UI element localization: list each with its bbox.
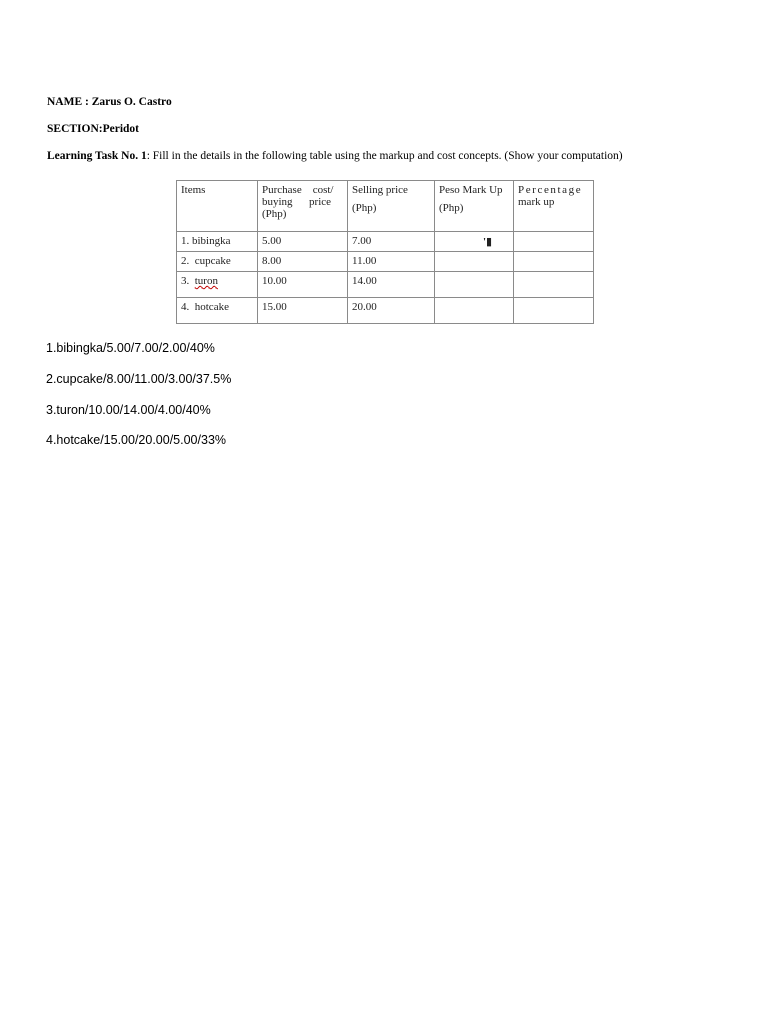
cell-pct bbox=[514, 232, 594, 252]
cell-selling: 20.00 bbox=[348, 298, 435, 324]
name-line bbox=[47, 96, 172, 108]
name-value: Zarus O. Castro bbox=[91, 96, 172, 108]
cell-peso bbox=[435, 252, 514, 272]
header-purchase bbox=[258, 181, 348, 232]
header-pct-line2: mark up bbox=[518, 196, 555, 208]
table-row bbox=[177, 252, 594, 272]
header-selling-line2: (Php) bbox=[352, 202, 377, 214]
cell-purchase: 15.00 bbox=[258, 298, 348, 324]
answer-line: 3.turon/10.00/14.00/4.00/40% bbox=[46, 403, 211, 417]
markup-table bbox=[176, 180, 594, 324]
cell-peso bbox=[435, 298, 514, 324]
table-row bbox=[177, 298, 594, 324]
cell-item bbox=[177, 272, 258, 298]
table-header-row bbox=[177, 181, 594, 232]
cell-selling: 14.00 bbox=[348, 272, 435, 298]
header-selling bbox=[348, 181, 435, 232]
cell-purchase: 10.00 bbox=[258, 272, 348, 298]
name-label: NAME : bbox=[47, 96, 92, 108]
task-instruction bbox=[47, 150, 623, 162]
cell-purchase: 8.00 bbox=[258, 252, 348, 272]
cell-pct bbox=[514, 298, 594, 324]
header-selling-line1: Selling price bbox=[352, 184, 408, 196]
answer-line: 4.hotcake/15.00/20.00/5.00/33% bbox=[46, 433, 227, 447]
table-row bbox=[177, 272, 594, 298]
cell-pct bbox=[514, 252, 594, 272]
task-label: Learning Task No. 1 bbox=[47, 150, 147, 162]
cell-item: 1. bibingka bbox=[177, 232, 258, 252]
header-purchase-line2: buying price bbox=[262, 196, 332, 208]
section-label: SECTION: bbox=[47, 123, 103, 135]
cell-item: 4. hotcake bbox=[177, 298, 258, 324]
cell-selling: 7.00 bbox=[348, 232, 435, 252]
cell-item-word: turon bbox=[194, 275, 218, 287]
header-purchase-line1: Purchase cost/ bbox=[262, 184, 334, 196]
cursor-mark: '▮ bbox=[483, 236, 493, 248]
header-pct-line1: Percentage bbox=[518, 184, 583, 196]
cell-item-prefix: 3. bbox=[181, 275, 195, 287]
cell-purchase: 5.00 bbox=[258, 232, 348, 252]
header-peso bbox=[435, 181, 514, 232]
header-items bbox=[177, 181, 258, 232]
cell-pct bbox=[514, 272, 594, 298]
cell-peso bbox=[435, 232, 514, 252]
section-line bbox=[47, 123, 139, 135]
task-text: : Fill in the details in the following table using the markup and cost concepts. (Show your computation) bbox=[146, 150, 623, 162]
cell-selling: 11.00 bbox=[348, 252, 435, 272]
cell-item: 2. cupcake bbox=[177, 252, 258, 272]
answer-line: 2.cupcake/8.00/11.00/3.00/37.5% bbox=[46, 372, 232, 386]
answer-line: 1.bibingka/5.00/7.00/2.00/40% bbox=[46, 341, 215, 355]
header-peso-line1: Peso Mark Up bbox=[439, 184, 503, 196]
header-items-label: Items bbox=[181, 184, 206, 196]
header-peso-line2: (Php) bbox=[439, 202, 464, 214]
header-percentage bbox=[514, 181, 594, 232]
header-purchase-line3: (Php) bbox=[262, 208, 287, 220]
cell-peso bbox=[435, 272, 514, 298]
section-value: Peridot bbox=[102, 123, 140, 135]
table-row bbox=[177, 232, 594, 252]
